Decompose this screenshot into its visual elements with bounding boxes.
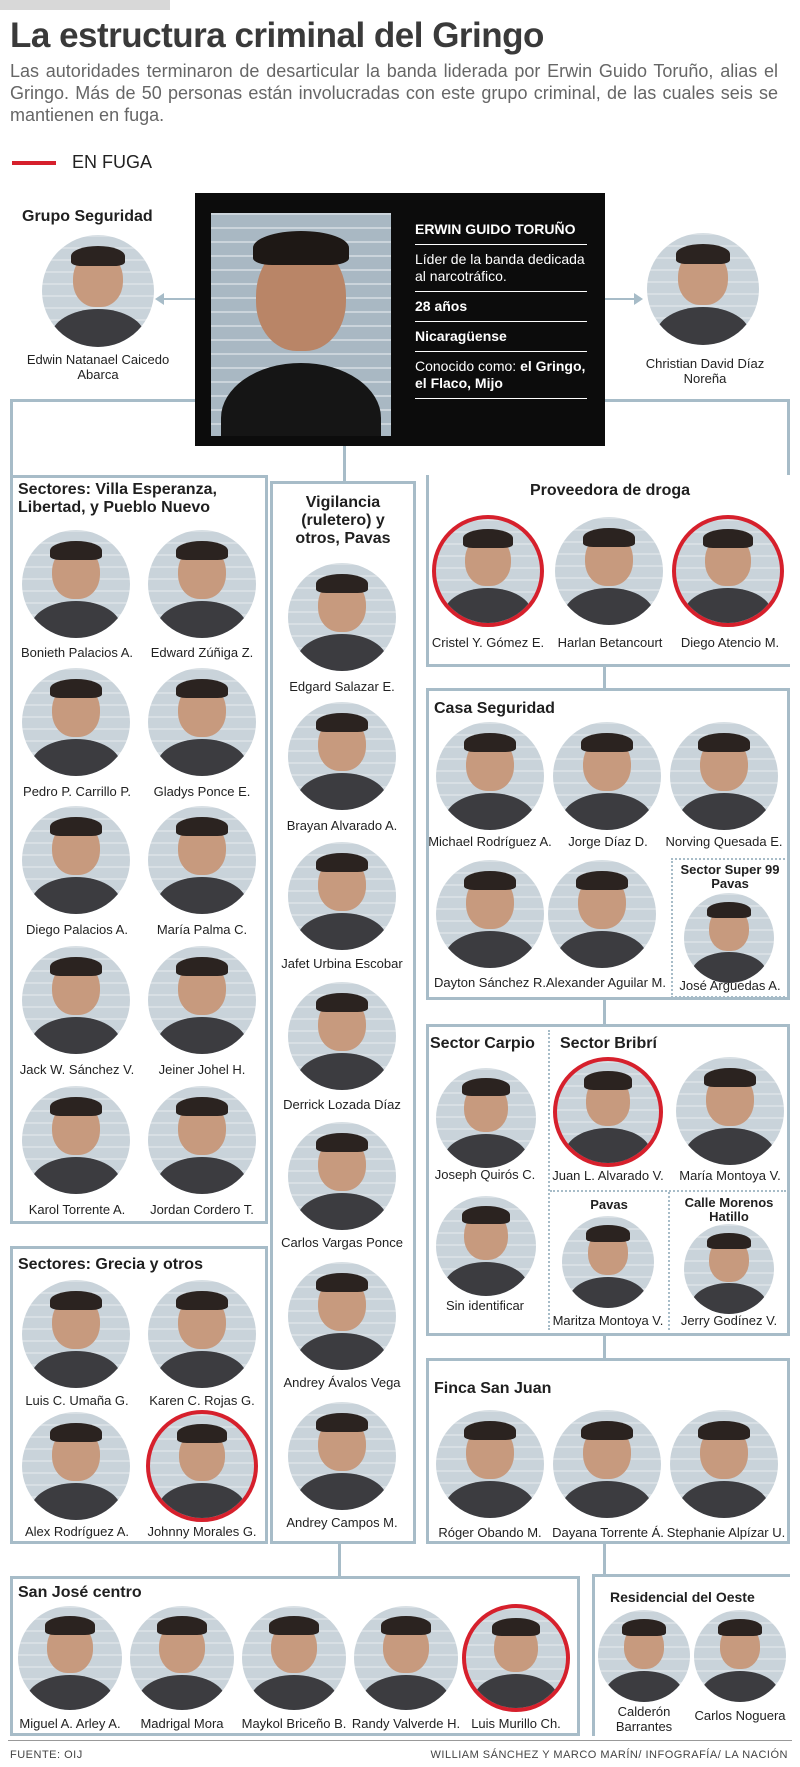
- person-name: Michael Rodríguez A.: [428, 834, 552, 849]
- person-name: Juan L. Alvarado V.: [552, 1168, 664, 1183]
- photo-maria-palma: [148, 806, 256, 914]
- connector: [343, 446, 346, 481]
- photo-pedro-carrillo: [22, 668, 130, 776]
- connector: [10, 399, 13, 475]
- person-name: Norving Quesada E.: [665, 834, 783, 849]
- person-name: Randy Valverde H.: [351, 1716, 461, 1731]
- person-name: Dayton Sánchez R.: [433, 975, 546, 990]
- connector: [787, 399, 790, 475]
- photo-dayton-sanchez: [436, 860, 544, 968]
- legend-red-line: [12, 161, 56, 165]
- photo-jeiner-johel: [148, 946, 256, 1054]
- person-name: Madrigal Mora: [140, 1716, 224, 1731]
- photo-carlos-vargas: [288, 1122, 396, 1230]
- person-name: Jorge Díaz D.: [568, 834, 648, 849]
- connector: [592, 1574, 790, 1577]
- legend-label: EN FUGA: [72, 152, 153, 172]
- legend: [12, 152, 152, 173]
- person-name: Jordan Cordero T.: [150, 1202, 254, 1217]
- photo-edgard-salazar: [288, 563, 396, 671]
- person-name: María Palma C.: [156, 922, 248, 937]
- photo-derrick-lozada: [288, 982, 396, 1090]
- person-name: Jeiner Johel H.: [158, 1062, 246, 1077]
- photo-michael-rodriguez: [436, 722, 544, 830]
- person-name: Luis C. Umaña G.: [25, 1393, 129, 1408]
- section-title-pavas: Pavas: [590, 1197, 628, 1212]
- photo-alexander-aguilar: [548, 860, 656, 968]
- person-name: Derrick Lozada Díaz: [283, 1097, 401, 1112]
- photo-harlan-betancourt: [555, 517, 663, 625]
- photo-jafet-urbina: [288, 842, 396, 950]
- section-title-calle-morenos: Calle Morenos Hatillo: [684, 1195, 774, 1224]
- person-name: Luis Murillo Ch.: [471, 1716, 561, 1731]
- person-name: Diego Palacios A.: [26, 922, 128, 937]
- photo-cristel-gomez-en-fuga: [432, 515, 544, 627]
- person-name: Cristel Y. Gómez E.: [431, 635, 545, 650]
- photo-karen-rojas: [148, 1280, 256, 1388]
- section-title-casa-seguridad: Casa Seguridad: [434, 700, 555, 717]
- person-name: Miguel A. Arley A.: [19, 1716, 121, 1731]
- photo-diego-atencio-en-fuga: [672, 515, 784, 627]
- person-name: Edward Zúñiga Z.: [150, 645, 254, 660]
- connector: [603, 1544, 606, 1574]
- connector: [338, 1544, 341, 1576]
- photo-norving-quesada: [670, 722, 778, 830]
- person-name: Joseph Quirós C.: [434, 1167, 536, 1182]
- footer-source: FUENTE: OIJ: [10, 1749, 83, 1761]
- connector: [603, 1336, 606, 1358]
- photo-maria-montoya: [676, 1057, 784, 1165]
- leader-aliases: el Gringo, el Flaco, Mijo: [415, 358, 586, 391]
- person-name: Karol Torrente A.: [28, 1202, 126, 1217]
- photo-brayan-alvarado: [288, 702, 396, 810]
- photo-luis-umana: [22, 1280, 130, 1388]
- photo-madrigal-mora: [130, 1606, 234, 1710]
- section-title-residencial: Residencial del Oeste: [610, 1589, 755, 1605]
- photo-andrey-avalos: [288, 1262, 396, 1370]
- connector: [605, 399, 790, 402]
- photo-luis-murillo-en-fuga: [462, 1604, 570, 1712]
- photo-jose-arguedas: [684, 893, 774, 983]
- leader-alias-label: Conocido como:: [415, 358, 517, 374]
- photo-roger-obando: [436, 1410, 544, 1518]
- photo-diego-palacios: [22, 806, 130, 914]
- photo-joseph-quiros: [436, 1068, 536, 1168]
- person-name: Edwin Natanael Caicedo Abarca: [26, 352, 170, 382]
- person-name: Róger Obando M.: [438, 1525, 542, 1540]
- photo-andrey-campos: [288, 1402, 396, 1510]
- photo-carlos-noguera: [694, 1610, 786, 1702]
- person-name: Andrey Ávalos Vega: [283, 1375, 401, 1390]
- photo-karol-torrente: [22, 1086, 130, 1194]
- person-name: Dayana Torrente Á.: [552, 1525, 664, 1540]
- leader-card: [195, 193, 605, 446]
- photo-stephanie-alpizar: [670, 1410, 778, 1518]
- section-title-grupo-seguridad: Grupo Seguridad: [22, 208, 153, 225]
- section-title-sector-carpio: Sector Carpio: [430, 1035, 535, 1052]
- connector: [426, 664, 790, 667]
- section-title-sector-super: Sector Super 99 Pavas: [680, 862, 780, 891]
- leader-info: [415, 215, 587, 399]
- photo-bonieth-palacios: [22, 530, 130, 638]
- person-name: Carlos Vargas Ponce: [281, 1235, 403, 1250]
- section-title-grecia: Sectores: Grecia y otros: [18, 1256, 203, 1273]
- page-title: La estructura criminal del Gringo: [10, 16, 544, 55]
- intro-paragraph: Las autoridades terminaron de desarticular la banda liderada por Erwin Guido Toruño, alias el Gringo. Más de 50 personas están involucradas con este grupo criminal, de las cuales seis se mantienen en fuga.: [10, 61, 778, 125]
- person-name: Maykol Briceño B.: [241, 1716, 347, 1731]
- photo-jorge-diaz: [553, 722, 661, 830]
- leader-photo: [211, 213, 391, 436]
- arrow-right-icon: [634, 293, 643, 305]
- photo-jack-sanchez: [22, 946, 130, 1054]
- photo-sin-identificar: [436, 1196, 536, 1296]
- person-name: Maritza Montoya V.: [552, 1313, 664, 1328]
- leader-nationality: Nicaragüense: [415, 328, 507, 344]
- section-title-villa-esperanza: Sectores: Villa Esperanza, Libertad, y Pueblo Nuevo: [18, 481, 217, 516]
- connector: [160, 298, 195, 300]
- connector: [605, 298, 635, 300]
- person-name: Alexander Aguilar M.: [546, 975, 666, 990]
- person-name: Calderón Barrantes: [615, 1704, 673, 1734]
- photo-miguel-arley: [18, 1606, 122, 1710]
- leader-name: ERWIN GUIDO TORUÑO: [415, 221, 576, 237]
- photo-alex-rodriguez: [22, 1412, 130, 1520]
- footer-rule: [8, 1740, 792, 1741]
- person-name: Pedro P. Carrillo P.: [23, 784, 131, 799]
- person-name: Alex Rodríguez A.: [24, 1524, 130, 1539]
- person-name: Bonieth Palacios A.: [20, 645, 134, 660]
- photo-edward-zuniga: [148, 530, 256, 638]
- photo-juan-alvarado-en-fuga: [553, 1057, 663, 1167]
- photo-jerry-godinez: [684, 1224, 774, 1314]
- photo-dayana-torrente: [553, 1410, 661, 1518]
- person-name: Sin identificar: [445, 1298, 525, 1313]
- footer-credit: WILLIAM SÁNCHEZ Y MARCO MARÍN/ INFOGRAFÍA/ LA NACIÓN: [430, 1749, 788, 1761]
- section-title-san-jose: San José centro: [18, 1584, 142, 1601]
- person-name: Jerry Godínez V.: [680, 1313, 778, 1328]
- photo-christian-diaz: [647, 233, 759, 345]
- person-name: Diego Atencio M.: [680, 635, 780, 650]
- top-accent-bar: [0, 0, 170, 10]
- person-name: Jafet Urbina Escobar: [281, 956, 403, 971]
- photo-calderon-barrantes: [598, 1610, 690, 1702]
- photo-gladys-ponce: [148, 668, 256, 776]
- photo-randy-valverde: [354, 1606, 458, 1710]
- dotted-divider: [668, 1192, 670, 1330]
- arrow-left-icon: [155, 293, 164, 305]
- person-name: Andrey Campos M.: [286, 1515, 398, 1530]
- person-name: María Montoya V.: [679, 1168, 781, 1183]
- section-title-finca-san-juan: Finca San Juan: [434, 1380, 552, 1397]
- photo-jordan-cordero: [148, 1086, 256, 1194]
- person-name: Brayan Alvarado A.: [286, 818, 398, 833]
- connector: [10, 399, 195, 402]
- person-name: Edgard Salazar E.: [289, 679, 395, 694]
- section-title-vigilancia: Vigilancia (ruletero) y otros, Pavas: [295, 494, 391, 547]
- person-name: Stephanie Alpízar U.: [666, 1525, 786, 1540]
- person-name: Gladys Ponce E.: [153, 784, 251, 799]
- connector: [603, 1000, 606, 1024]
- photo-maritza-montoya: [562, 1216, 654, 1308]
- leader-role: Líder de la banda dedicada al narcotráfico.: [415, 245, 587, 292]
- person-name: José Arguedas A.: [679, 978, 781, 993]
- photo-johnny-morales-en-fuga: [146, 1410, 258, 1522]
- photo-edwin-caicedo: [42, 235, 154, 347]
- person-name: Carlos Noguera: [694, 1708, 786, 1723]
- person-name: Jack W. Sánchez V.: [19, 1062, 135, 1077]
- person-name: Karen C. Rojas G.: [149, 1393, 255, 1408]
- person-name: Christian David Díaz Noreña: [645, 356, 765, 386]
- photo-maykol-briceno: [242, 1606, 346, 1710]
- leader-age: 28 años: [415, 298, 468, 314]
- person-name: Johnny Morales G.: [147, 1524, 257, 1539]
- section-title-proveedora: Proveedora de droga: [529, 482, 691, 499]
- section-title-sector-bribri: Sector Bribrí: [560, 1035, 657, 1052]
- connector: [603, 666, 606, 688]
- person-name: Harlan Betancourt: [557, 635, 663, 650]
